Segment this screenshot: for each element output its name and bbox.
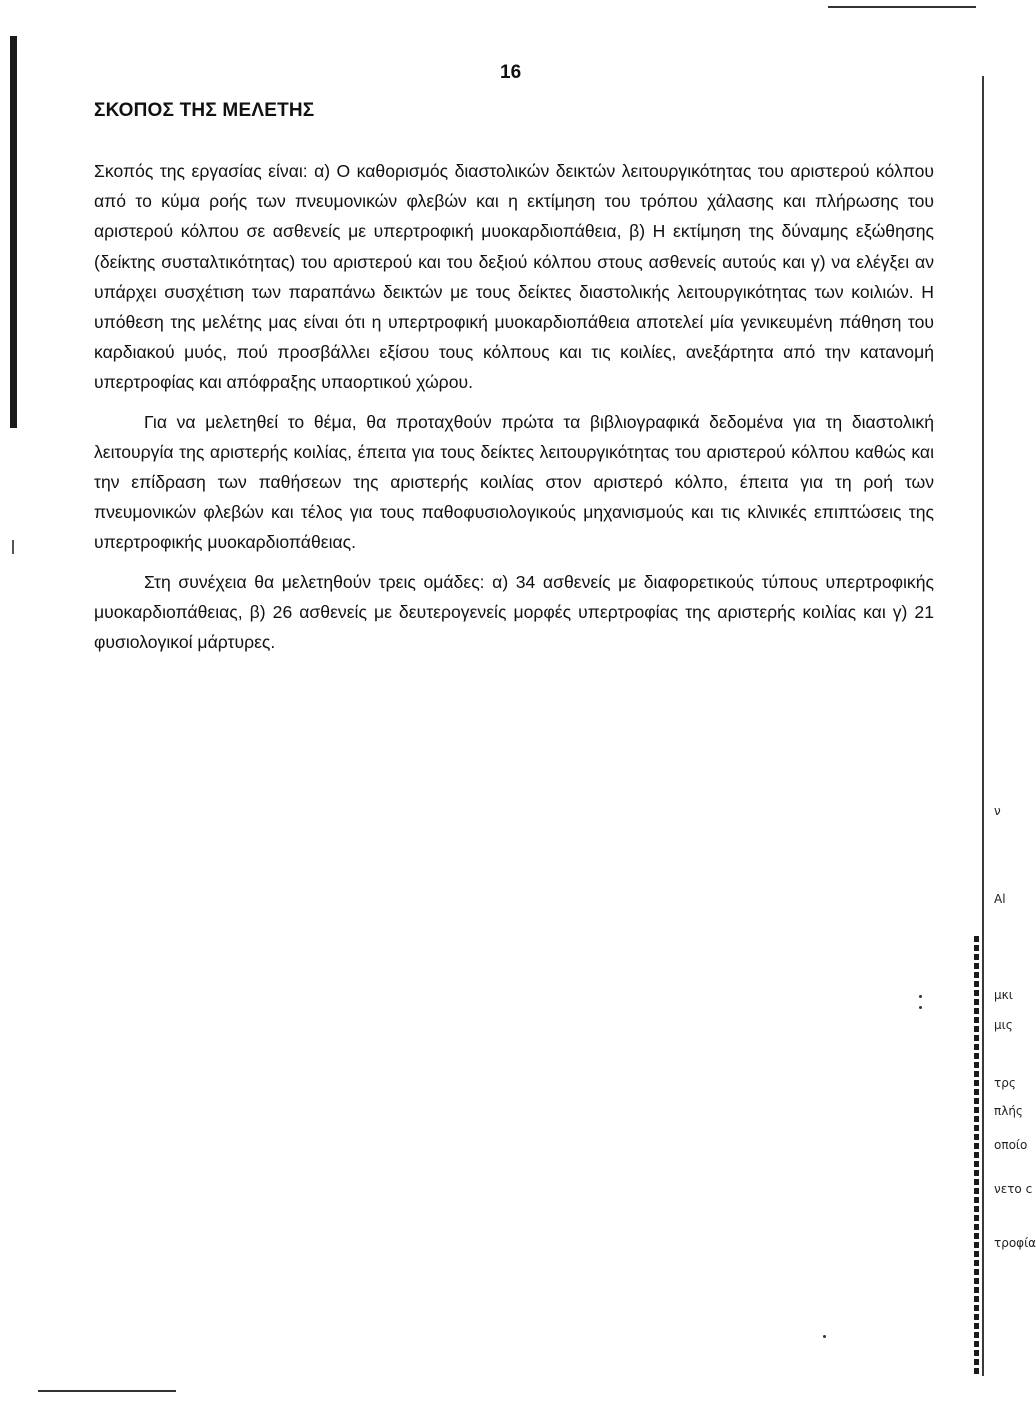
body-text	[94, 156, 934, 666]
paragraph: Για να μελετηθεί το θέμα, θα προταχθούν πρώτα τα βιβλιογραφικά δεδομένα για τη διαστολική λειτουργία της αριστερής κοιλίας, έπειτα για τους δείκτες λειτουργικότητας του αριστερού κόλπου καθώς και την επίδραση των παθήσεων της αριστερής κοιλίας στον αριστερό κόλπο, έπειτα για τη ροή των πνευμονικών φλεβών και τέλος για τους παθοφυσιολογικούς μηχανισμούς και τις κλινικές επιπτώσεις της υπερτροφικής μυοκαρδιοπάθειας.	[94, 411, 934, 553]
bottom-rule	[38, 1390, 176, 1392]
bleed-through-text: τροφία	[994, 1236, 1036, 1250]
scan-dot	[823, 1335, 826, 1338]
bleed-through-text: οποίο	[994, 1138, 1028, 1152]
top-rule	[828, 6, 976, 8]
bleed-through-text: μις	[994, 1018, 1013, 1032]
bleed-through-text: πλής	[994, 1104, 1023, 1118]
page-number: 16	[500, 62, 522, 83]
bleed-through-text: τρς	[994, 1076, 1016, 1090]
page-edge-line	[982, 76, 984, 1376]
scan-binding-edge	[10, 36, 17, 428]
bleed-through-text: νετο c	[994, 1182, 1033, 1196]
paragraph: Στη συνέχεια θα μελετηθούν τρεις ομάδες: α) 34 ασθενείς με διαφορετικούς τύπους υπερτροφικής μυοκαρδιοπάθειας, β) 26 ασθενείς με δευτερογενείς μορφές υπερτροφίας της αριστερής κοιλίας και γ) 21 φυσιολογικοί μάρτυρες.	[94, 571, 934, 653]
facing-page-edge	[968, 76, 1036, 1396]
paragraph: Σκοπός της εργασίας είναι: α) Ο καθορισμός διαστολικών δεικτών λειτουργικότητας του αριστερού κόλπου από το κύμα ροής των πνευμονικών φλεβών και η εκτίμηση του τρόπου χάλασης και πλήρωσης του αριστερού κόλπου σε ασθενείς με υπερτροφική μυοκαρδιοπάθεια, β) Η εκτίμηση της δύναμης εξώθησης (δείκτης συσταλτικότητας) του αριστερού και του δεξιού κόλπου στους ασθενείς αυτούς και γ) να ελέγξει αν υπάρχει συσχέτιση των παραπάνω δεικτών με τους δείκτες διαστολικής λειτουργικότητας των κοιλιών. Η υπόθεση της μελέτης μας είναι ότι η υπερτροφική μυοκαρδιοπάθεια αποτελεί μία γενικευμένη πάθηση του καρδιακού μυός, πού προσβάλλει εξίσου τους κόλπους και τις κοιλίες, ανεξάρτητα από την κατανομή υπερτροφίας και απόφραξης υπαορτικού χώρου.	[94, 161, 934, 393]
page-edge-shadow	[974, 936, 979, 1376]
scan-dot	[919, 995, 922, 998]
bleed-through-text: Αl	[994, 892, 1006, 906]
scan-mark	[12, 540, 14, 554]
bleed-through-text: ν	[994, 804, 1001, 818]
scan-dot	[919, 1006, 922, 1009]
bleed-through-text: μκι	[994, 988, 1013, 1002]
section-title: ΣΚΟΠΟΣ ΤΗΣ ΜΕΛΕΤΗΣ	[94, 100, 315, 121]
